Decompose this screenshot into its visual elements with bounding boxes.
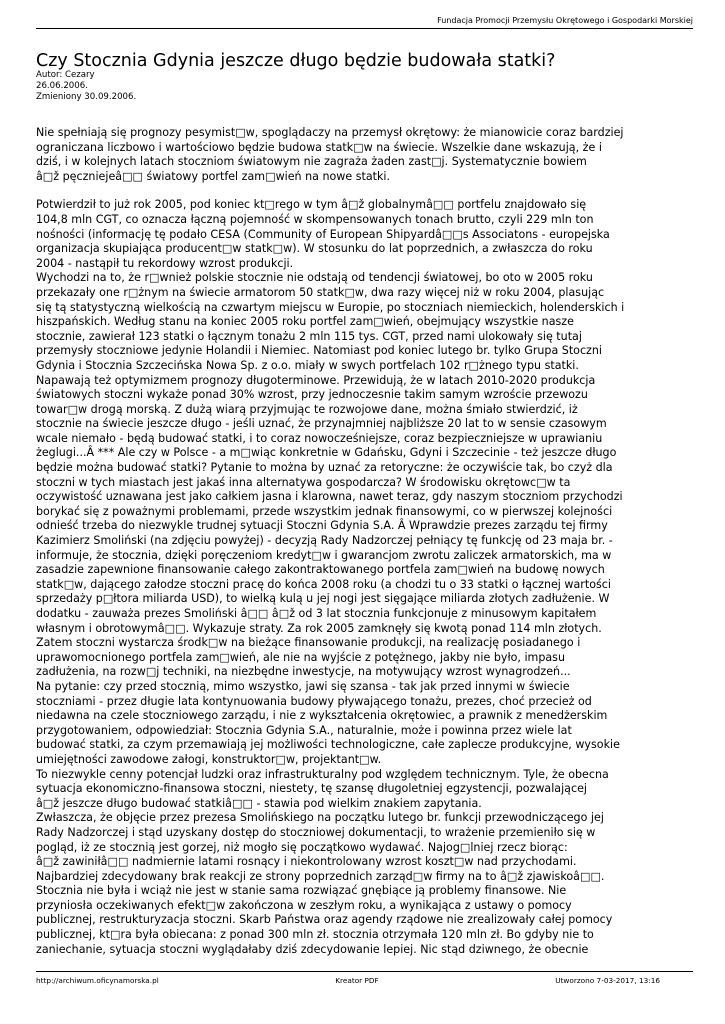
paragraph-line: Zatem stoczni wystarcza środk□w na bieżące finansowanie produkcji, na realizację posiadanego i xyxy=(36,636,581,650)
paragraph-line: hiszpańskich. Według stanu na koniec 2005 roku portfel zam□wień, obejmujący wszystkie nasze xyxy=(36,315,574,329)
paragraph-line: oczywistość uznawana jest jako całkiem jasna i klarowna, nawet teraz, gdy naszym stoczniom przychodzi xyxy=(36,490,623,504)
paragraph-line: światowych stoczni wykaże ponad 30% wzrost, przy jednoczesnie takim samym wzroście przewozu xyxy=(36,388,588,402)
paragraph-line: niedawna na czele stoczniowego zarządu, i nie z wykształcenia okrętowiec, a prawnik z menedżerskim xyxy=(36,709,608,723)
article-paragraph xyxy=(36,271,696,680)
paragraph-line: Rady Nadzorczej i stąd uzyskany dostęp do stoczniowej dokumentacji, to wrażenie przemieniło się w xyxy=(36,825,596,839)
article-paragraph xyxy=(36,126,696,184)
paragraph-line: żeglugi...Â *** Ale czy w Polsce - a m□wiąc konkretnie w Gdańsku, Gdyni i Szczecinie - też jeszcze długo xyxy=(36,446,617,460)
paragraph-line: towar□w drogą morską. Z dużą wiarą przyjmując te rozwojowe dane, można śmiało stwierdzić, iż xyxy=(36,402,578,416)
article-paragraph xyxy=(36,198,696,271)
article-paragraph xyxy=(36,768,696,812)
article-created-date: 26.06.2006. xyxy=(36,81,88,91)
article-meta xyxy=(36,70,136,103)
paragraph-line: organizacja skupiająca producent□w statk□w). W stosunku do lat poprzednich, a zwłaszcza do roku xyxy=(36,242,593,256)
paragraph-line: się tą statystyczną wielkością na czwartym miejscu w Europie, po stoczniach niemieckich, holenderskich i xyxy=(36,300,625,314)
paragraph-line: budować statki, za czym przemawiają jej możliwości technologiczne, całe zaplecze produkcyjne, wysokie xyxy=(36,738,620,752)
paragraph-line: dodatku - zauważa prezes Smoliński â□□ â□ž od 3 lat stocznia funkcjonuje z minusowym kapitałem xyxy=(36,607,597,620)
paragraph-line: Kazimierz Smoliński (na zdjęciu powyżej) - decyzją Rady Nadzorczej pełniący tę funkcję od 23 maja br. - xyxy=(36,534,613,548)
paragraph-line: informuje, że stocznia, dzięki poręczeniom kredyt□w i gwarancjom zwrotu zaliczek armatorskich, ma w xyxy=(36,548,612,562)
paragraph-line: sytuacja ekonomiczno-finansowa stoczni, niestety, tę szansę długoletniej egzystencji, pozwalającej xyxy=(36,782,587,796)
paragraph-line: stocznie, zawierał 123 statki o łącznym tonażu 2 mln 115 tys. CGT, przed nami ulokowały się tutaj xyxy=(36,329,582,343)
paragraph-line: przemysły stoczniowe jedynie Holandii i Niemiec. Natomiast pod koniec lutego br. tylko Grupa Stoczni xyxy=(36,344,602,358)
paragraph-line: Potwierdził to już rok 2005, pod koniec kt□rego w tym â□ž globalnymâ□□ portfelu znajdowało się xyxy=(36,198,587,212)
paragraph-line: przyniosła oczekiwanych efekt□w zakończona w zeszłym roku, a wynikająca z ustawy o pomocy xyxy=(36,898,572,912)
paragraph-line: stoczni w tych miastach jest jakaś inna alternatywa gospodarcza? W środowisku okrętowc□w ta xyxy=(36,475,571,489)
article-paragraph xyxy=(36,680,696,768)
paragraph-line: â□ž pęczniejeâ□□ światowy portfel zam□wień na nowe statki. xyxy=(36,169,391,183)
paragraph-line: borykać się z poważnymi problemami, przede wszystkim jednak finansowymi, co w pierwszej kolejności xyxy=(36,504,613,518)
paragraph-line: publicznej, restrukturyzacja stoczni. Skarb Państwa oraz agendy rządowe nie zrealizowały całej pomocy xyxy=(36,913,613,927)
paragraph-line: Na pytanie: czy przed stocznią, mimo wszystko, jawi się szansa - tak jak przed innymi w świecie xyxy=(36,679,570,693)
paragraph-line: zasadzie zapewnione finansowanie całego zakontraktowanego portfela zam□wień na budowę nowych xyxy=(36,563,605,577)
paragraph-line: To niezwykle cenny potencjał ludzki oraz infrastrukturalny pod względem technicznym. Tyle, że obecna xyxy=(36,767,609,781)
paragraph-line: Nie spełniają się prognozy pesymist□w, spoglądaczy na przemysł okrętowy: że mianowicie coraz bardziej xyxy=(36,126,624,139)
article-modified-date: Zmieniony 30.09.2006. xyxy=(36,92,137,102)
paragraph-line: Napawają też optymizmem prognozy długoterminowe. Przewidują, że w latach 2010-2020 produkcja xyxy=(36,373,596,387)
paragraph-gap xyxy=(36,184,696,198)
paragraph-line: przygotowaniem, odpowiedział: Stocznia Gdynia S.A., naturalnie, może i powinna przez wiele lat xyxy=(36,723,572,737)
paragraph-line: nośności (informację tę podało CESA (Community of European Shipyardâ□□s Associatons - europejska xyxy=(36,227,610,241)
paragraph-line: Wychodzi na to, że r□wnież polskie stocznie nie odstają od tendencji światowej, bo oto w 2005 roku xyxy=(36,271,593,285)
paragraph-line: umiejętności zawodowe załogi, konstruktor□w, projektant□w. xyxy=(36,752,382,766)
article-body xyxy=(36,126,696,957)
paragraph-line: â□ž jeszcze długo budować statkiâ□□ - stawia pod wielkim znakiem zapytania. xyxy=(36,796,482,810)
paragraph-line: 2004 - nastąpił tu rekordowy wzrost produkcji. xyxy=(36,256,294,270)
paragraph-line: statk□w, dającego załodze stoczni pracę do końca 2008 roku (a chodzi tu o 33 statki o łącznej wartości xyxy=(36,577,611,591)
paragraph-line: przekazały one r□żnym na świecie armatorom 50 statk□w, dwa razy więcej niż w roku 2004, plasując xyxy=(36,285,605,299)
paragraph-line: ograniczana liczbowo i wartościowo będzie budowa statk□w na świecie. Wszelkie dane wskazują, że i xyxy=(36,140,602,154)
paragraph-line: Najbardziej zdecydowany brak reakcji ze strony poprzednich zarząd□w firmy na to â□ž zjawiskoâ□□. xyxy=(36,869,605,883)
paragraph-line: Stocznia nie była i wciąż nie jest w stanie sama rozwiązać gnębiące ją problemy finansowe. Nie xyxy=(36,884,567,898)
paragraph-line: sprzedaży p□łtora miliarda USD), to wielką kulą u jej nogi jest sięgające miliarda złotych zadłużenie. W xyxy=(36,592,610,606)
paragraph-line: Zwłaszcza, że objęcie przez prezesa Smolińskiego na początku lutego br. funkcji przewodniczącego jej xyxy=(36,811,604,825)
paragraph-line: pogląd, iż ze stocznią jest gorzej, niż mogło się początkowo wydawać. Najog□lniej rzecz biorąc: xyxy=(36,840,568,854)
page-footer xyxy=(36,976,660,985)
paragraph-line: będzie można budować statki? Pytanie to można by uznać za retoryczne: że oczywiście tak, bo czyż dla xyxy=(36,461,613,475)
paragraph-line: Gdynia i Stocznia Szczecińska Nowa Sp. z o.o. miały w swych portfelach 102 r□żnego typu statki. xyxy=(36,358,579,372)
header-divider xyxy=(36,28,693,29)
paragraph-line: stoczniami - przez długie lata kontynuowania budowy pływającego tonażu, prezes, choć przecież od xyxy=(36,694,592,708)
article-title: Czy Stocznia Gdynia jeszcze długo będzie budowała statki? xyxy=(36,50,556,71)
paragraph-line: stocznie na świecie jeszcze długo - jeśli uznać, że przynajmniej najbliższe 20 lat to w sensie czasowym xyxy=(36,417,607,431)
paragraph-line: zadłużenia, na rozw□j techniki, na niezbędne inwestycje, na motywujący wzrost wynagrodzeń... xyxy=(36,665,571,679)
article-paragraph xyxy=(36,811,696,957)
paragraph-line: uprawomocnionego portfela zam□wień, ale nie na wyjście z potężnego, jakby nie było, impasu xyxy=(36,650,565,664)
paragraph-line: 104,8 mln CGT, co oznacza łączną pojemność w skompensowanych tonach brutto, czyli 229 mln ton xyxy=(36,212,594,226)
paragraph-line: â□ž zawiniłâ□□ nadmiernie latami rosnący i niekontrolowany wzrost koszt□w nad przychodami. xyxy=(36,855,577,869)
header-organization: Fundacja Promocji Przemysłu Okrętowego i Gospodarki Morskiej xyxy=(437,16,693,25)
footer-divider xyxy=(36,971,693,972)
footer-created: Utworzono 7-03-2017, 13:16 xyxy=(555,976,660,985)
paragraph-line: dziś, i w kolejnych latach stoczniom światowym nie zagraża żaden zast□j. Systematycznie bowiem xyxy=(36,155,587,169)
footer-url: http://archiwum.oficynamorska.pl xyxy=(36,976,159,985)
paragraph-line: własnym i obrotowymâ□□. Wykazuje straty. Za rok 2005 zamknęły się kwotą ponad 114 mln złotych. xyxy=(36,621,602,635)
article-author: Autor: Cezary xyxy=(36,70,95,80)
paragraph-line: publicznej, kt□ra była obiecana: z ponad 300 mln zł. stocznia otrzymała 120 mln zł. Bo gdyby nie to xyxy=(36,928,594,942)
paragraph-line: wcale niemało - będą budować statki, i to coraz nowocześniejsze, coraz bezpieczniejsze w uprawianiu xyxy=(36,431,603,445)
paragraph-line: odnieść trzeba do niezwykle trudnej sytuacji Stoczni Gdynia S.A. Â Wprawdzie prezes zarządu tej firmy xyxy=(36,519,608,533)
paragraph-line: zaniechanie, sytuacja stoczni wyglądałaby dziś zdecydowanie lepiej. Nic stąd dziwnego, że obecnie xyxy=(36,942,589,956)
footer-generator: Kreator PDF xyxy=(335,976,379,985)
